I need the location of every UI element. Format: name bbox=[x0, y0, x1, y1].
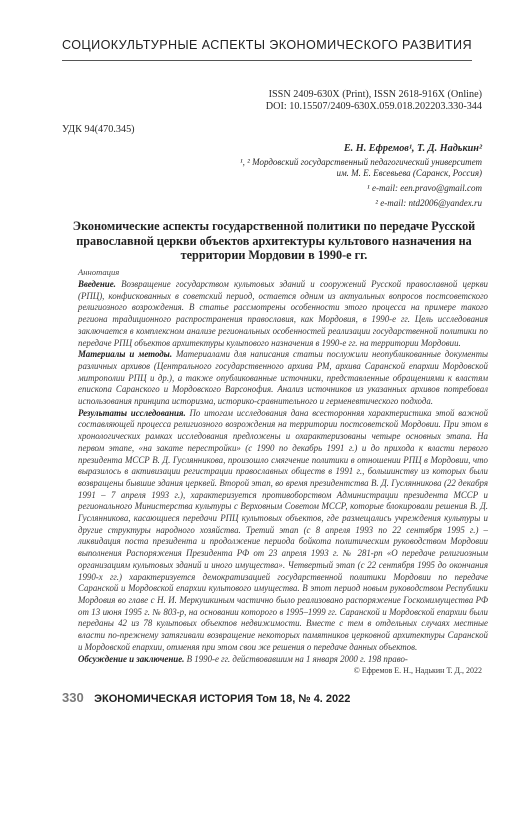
copyright-notice: © Ефремов Е. Н., Надькин Т. Д., 2022 bbox=[353, 666, 482, 675]
discussion-text: В 1990-е гг. действовавшим на 1 января 2000 г. 198 право- bbox=[184, 653, 408, 664]
author-email-1: ¹ e-mail: een.pravo@gmail.com bbox=[367, 183, 482, 193]
abstract-body bbox=[78, 279, 488, 665]
issn-line: ISSN 2409-630X (Print), ISSN 2618-916X (Online) bbox=[268, 89, 482, 100]
discussion-heading: Обсуждение и заключение. bbox=[78, 653, 185, 664]
intro-text: Возвращение государством культовых зданий и сооружений Русской православной церкви (РПЦ), конфискованных в советский период, остается одним из актуальных вопросов постсоветского религиозного возрождения. В статье рассмотрены особенности этого процесса на примере такого региона традиционного распространения православия, как Мордовия, в 1990-е гг. Цель исследования заключается в комплексном анализе региональных особенностей реализации государственной политики по передаче РПЦ объектов архитектуры культового назначения в 1990-е гг. на территории Мордовии. bbox=[78, 279, 488, 348]
author-email-2: ² e-mail: ntd2006@yandex.ru bbox=[375, 198, 482, 208]
abstract-results bbox=[78, 408, 488, 654]
header-rule bbox=[62, 60, 472, 61]
abstract-discussion bbox=[78, 654, 488, 666]
results-text: По итогам исследования дана всесторонняя характеристика этой важной составляющей процесса религиозного возрождения на территории постсоветской Мордовии. При этом в хронологических рамках исследования предложены и охарактеризованы четыре основных этапа. На первом этапе, «на закате перестройки» (с 1990 по декабрь 1991 г.) и до прихода к власти первого президента МССР В. Д. Гуслянникова, произошло смягчение политики в отношении РПЦ в Мордовии, что выразилось в активизации регистрации православных обществ в 1991 г., большинству из которых были возвращены бывшие здания церквей. Второй этап, во время президентства В. Д. Гуслянникова (22 декабря 1991 – 7 апреля 1993 г.), характеризуется противоборством Администрации президента МССР и регионального Министерства культуры с Верховным Советом МССР, которые блокировали решения В. Д. Гуслянникова, касающиеся передачи РПЦ культовых объектов, где размещались учреждения культуры и другие структуры народного хозяйства. Третий этап (с 8 апреля 1993 по 22 сентября 1995 г.) – ликвидация поста президента и продолжение периода бойкота политическим руководством Мордовии выполнения Распоряжения Президента РФ от 23 апреля 1993 г. № 281-рп «О передаче религиозным организациям культовых зданий и иного имущества». Четвертый этап (с 22 сентября 1995 до окончания 1990-х гг.) характеризуется демократизацией государственной политики Мордовии по передаче Саранской и Мордовской епархии культового имущества. В этот период новым руководством Республики Мордовия во главе с Н. И. Меркушкиным частично было реализовано распоряжение Госкомимущества РФ от 13 июня 1995 г. № 803-р, на основании которого в 1995–1999 гг. Саранской и Мордовской епархии были переданы 42 из 78 культовых объектов недвижимости. Вместе с тем в отдельных случаях местные власти по-прежнему затягивали возвращение некоторых памятников церковной архитектуры Саранской и Мордовской епархии, отменяя при этом свои же решения о передаче данных объектов. bbox=[78, 407, 488, 652]
running-title: СОЦИОКУЛЬТУРНЫЕ АСПЕКТЫ ЭКОНОМИЧЕСКОГО РАЗВИТИЯ bbox=[62, 38, 472, 52]
doi-line: DOI: 10.15507/2409-630X.059.018.202203.330-344 bbox=[265, 101, 482, 112]
abstract-label: Аннотация bbox=[78, 267, 120, 277]
methods-text: Материалами для написания статьи послужили неопубликованные документы различных архивов (Центрального государственного архива РМ, архива Саранской епархии Мордовской митрополии РПЦ и др.), а также опубликованные источники, представленные обращениями к властям епископа Саранского и Мордовского Варсонофия. Анализ источников из указанных архивов потребовал использования принципа историзма, историко-сравнительного и герменевтического подхода. bbox=[78, 349, 488, 407]
author-names: Е. Н. Ефремов¹, Т. Д. Надькин² bbox=[343, 143, 482, 154]
abstract-intro bbox=[78, 279, 488, 349]
abstract-methods bbox=[78, 349, 488, 408]
page-number: 330 bbox=[62, 690, 84, 705]
udk-code: УДК 94(470.345) bbox=[62, 124, 135, 135]
affiliation-line-1: ¹, ² Мордовский государственный педагогический университет bbox=[239, 157, 482, 167]
journal-issue: ЭКОНОМИЧЕСКАЯ ИСТОРИЯ Том 18, № 4. 2022 bbox=[94, 693, 351, 705]
methods-heading: Материалы и методы. bbox=[78, 349, 173, 360]
page-footer bbox=[62, 689, 350, 707]
affiliation-line-2: им. М. Е. Евсевьева (Саранск, Россия) bbox=[336, 168, 482, 178]
results-heading: Результаты исследования. bbox=[78, 407, 186, 418]
article-title: Экономические аспекты государственной политики по передаче Русской православной церкви объектов архитектуры культового назначения на территории Мордовии в 1990-е гг. bbox=[72, 219, 476, 263]
intro-heading: Введение. bbox=[78, 279, 116, 289]
